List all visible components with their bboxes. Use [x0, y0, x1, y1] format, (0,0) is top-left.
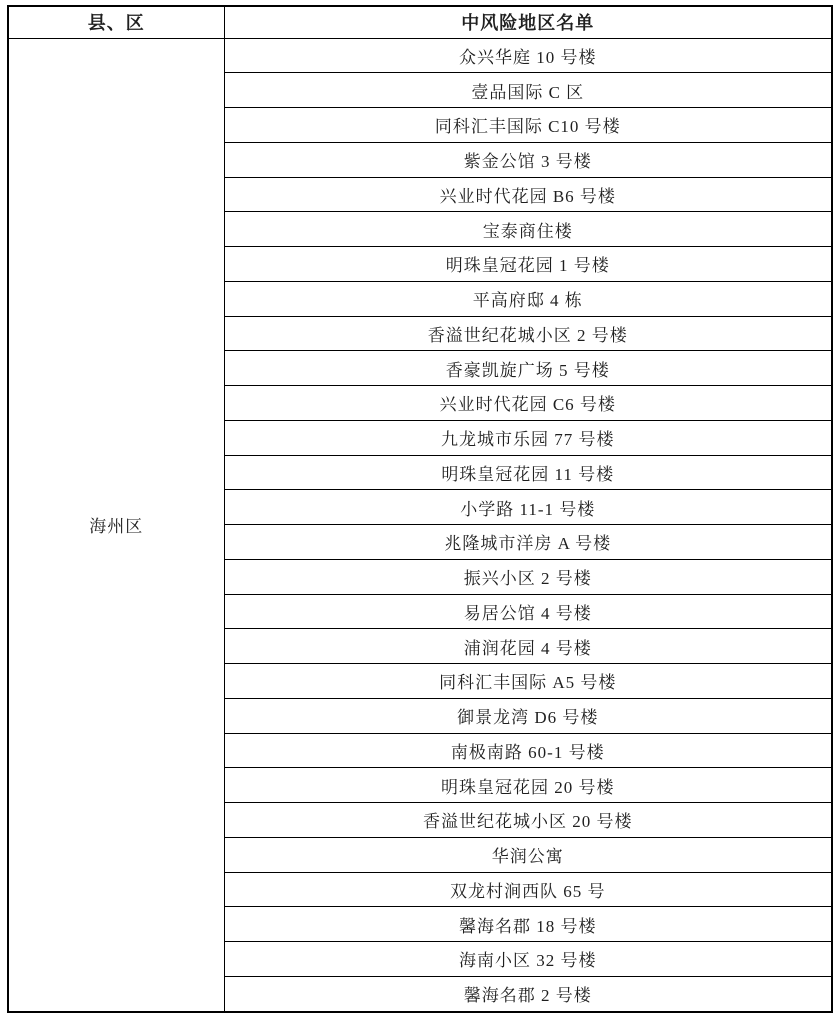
risk-area-cell: 易居公馆 4 号楼: [224, 594, 832, 629]
risk-area-cell: 明珠皇冠花园 20 号楼: [224, 768, 832, 803]
risk-area-cell: 壹品国际 C 区: [224, 73, 832, 108]
risk-area-cell: 振兴小区 2 号楼: [224, 559, 832, 594]
risk-area-cell: 浦润花园 4 号楼: [224, 629, 832, 664]
risk-area-cell: 兴业时代花园 B6 号楼: [224, 177, 832, 212]
risk-area-cell: 小学路 11-1 号楼: [224, 490, 832, 525]
risk-list-header: 中风险地区名单: [224, 6, 832, 38]
risk-area-cell: 馨海名郡 18 号楼: [224, 907, 832, 942]
risk-area-cell: 海南小区 32 号楼: [224, 942, 832, 977]
risk-area-cell: 宝泰商住楼: [224, 212, 832, 247]
risk-area-cell: 众兴华庭 10 号楼: [224, 38, 832, 73]
risk-area-cell: 兆隆城市洋房 A 号楼: [224, 525, 832, 560]
risk-area-cell: 同科汇丰国际 C10 号楼: [224, 108, 832, 143]
table-row: [8, 38, 832, 73]
risk-area-cell: 兴业时代花园 C6 号楼: [224, 386, 832, 421]
county-district-header: 县、区: [8, 6, 224, 38]
risk-area-cell: 同科汇丰国际 A5 号楼: [224, 664, 832, 699]
risk-area-cell: 紫金公馆 3 号楼: [224, 142, 832, 177]
risk-area-cell: 平高府邸 4 栋: [224, 281, 832, 316]
risk-area-cell: 御景龙湾 D6 号楼: [224, 698, 832, 733]
risk-area-cell: 馨海名郡 2 号楼: [224, 976, 832, 1012]
risk-area-cell: 九龙城市乐园 77 号楼: [224, 420, 832, 455]
risk-area-cell: 明珠皇冠花园 11 号楼: [224, 455, 832, 490]
risk-area-cell: 明珠皇冠花园 1 号楼: [224, 247, 832, 282]
district-cell: 海州区: [8, 38, 224, 1012]
risk-area-cell: 香溢世纪花城小区 20 号楼: [224, 803, 832, 838]
risk-area-cell: 香溢世纪花城小区 2 号楼: [224, 316, 832, 351]
risk-area-cell: 双龙村涧西队 65 号: [224, 872, 832, 907]
header-row: [8, 6, 832, 38]
table-body: [8, 38, 832, 1012]
risk-area-cell: 香豪凯旋广场 5 号楼: [224, 351, 832, 386]
risk-area-table: [7, 5, 833, 1013]
risk-area-cell: 华润公寓: [224, 837, 832, 872]
risk-area-cell: 南极南路 60-1 号楼: [224, 733, 832, 768]
